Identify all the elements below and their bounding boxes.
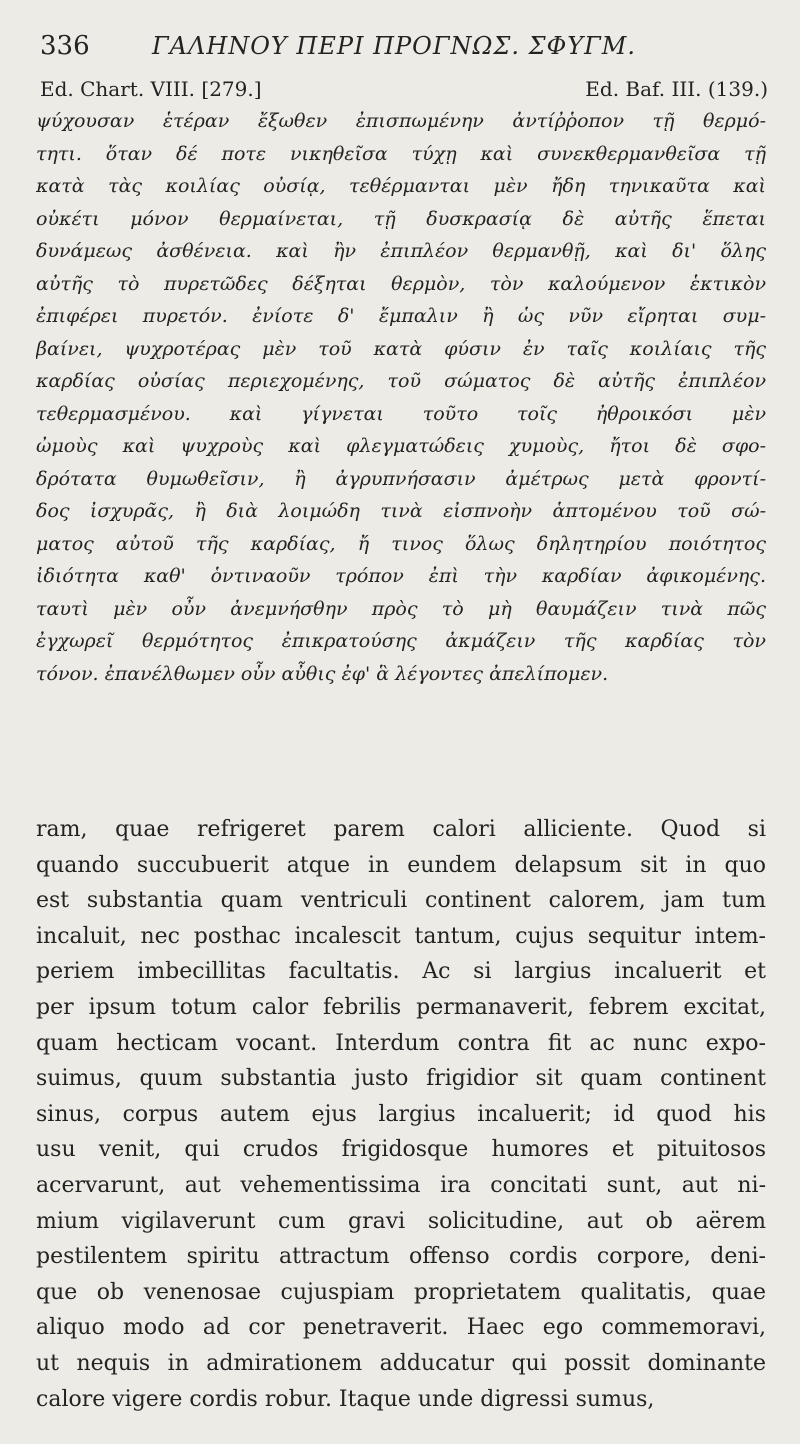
- greek-text-line: ἰδιότητα καθ' ὁντιναοῦν τρόπον ἐπὶ τὴν καρδίαν ἀφικομένης.: [36, 565, 766, 587]
- latin-text-line: que ob venenosae cujuspiam proprietatem qualitatis, quae: [36, 1279, 766, 1305]
- latin-text-line: mium vigilaverunt cum gravi solicitudine, aut ob aërem: [36, 1208, 766, 1234]
- latin-text-line: quam hecticam vocant. Interdum contra fit ac nunc expo-: [36, 1030, 766, 1056]
- latin-text-line: sinus, corpus autem ejus largius incaluerit; id quod his: [36, 1101, 766, 1127]
- greek-text-line: τόνον. ἐπανέλθωμεν οὖν αὖθις ἐφ' ἃ λέγοντες ἀπελίπομεν.: [36, 662, 609, 685]
- greek-text-line: τεθερμασμένου. καὶ γίγνεται τοῦτο τοῖς ἠθροικόσι μὲν: [36, 402, 766, 425]
- latin-text-line: est substantia quam ventriculi continent calorem, jam tum: [36, 888, 766, 914]
- latin-text-line: incaluit, nec posthac incalescit tantum, cujus sequitur intem-: [36, 923, 766, 949]
- page-header: [40, 30, 768, 62]
- greek-text-line: ἐγχωρεῖ θερμότητος ἐπικρατούσης ἀκμάζειν τῆς καρδίας τὸν: [36, 630, 766, 652]
- greek-text-line: ταυτὶ μὲν οὖν ἀνεμνήσθην πρὸς τὸ μὴ θαυμάζειν τινὰ πῶς: [36, 597, 766, 620]
- greek-text-line: δρότατα θυμωθεῖσιν, ἢ ἀγρυπνήσασιν ἀμέτρως μετὰ φροντί-: [36, 467, 766, 490]
- latin-text-line: acervarunt, aut vehementissima ira concitati sunt, aut ni-: [36, 1172, 766, 1198]
- latin-text-line: ram, quae refrigeret parem calori alliciente. Quod si: [36, 817, 766, 842]
- greek-text-line: οὐκέτι μόνον θερμαίνεται, τῇ δυσκρασίᾳ δὲ αὐτῆς ἕπεται: [36, 207, 766, 230]
- greek-text-line: δος ἰσχυρᾶς, ἢ διὰ λοιμώδη τινὰ εἰσπνοὴν ἁπτομένου τοῦ σώ-: [36, 500, 766, 522]
- edition-references: [40, 76, 768, 102]
- edition-chart-ref: Ed. Chart. VIII. [279.]: [40, 77, 262, 101]
- edition-basel-ref: Ed. Baf. III. (139.): [585, 77, 768, 101]
- running-title: ΓΑΛΗΝΟΥ ΠΕΡΙ ΠΡΟΓΝΩΣ. ΣΦΥΓΜ.: [152, 32, 636, 60]
- latin-text-line: periem imbecillitas facultatis. Ac si largius incaluerit et: [36, 959, 766, 985]
- greek-text-line: τητι. ὅταν δέ ποτε νικηθεῖσα τύχῃ καὶ συνεκθερμανθεῖσα τῇ: [36, 142, 766, 165]
- greek-text-line: ἐπιφέρει πυρετόν. ἐνίοτε δ' ἔμπαλιν ἢ ὡς νῦν εἴρηται συμ-: [36, 305, 766, 327]
- latin-text-line: suimus, quum substantia justo frigidior sit quam continent: [36, 1066, 766, 1092]
- greek-text-line: καρδίας οὐσίας περιεχομένης, τοῦ σώματος δὲ αὐτῆς ἐπιπλέον: [36, 370, 766, 392]
- page-number: 336: [40, 31, 90, 61]
- greek-text-block: [36, 105, 766, 690]
- latin-text-line: usu venit, qui crudos frigidosque humores et pituitosos: [36, 1137, 766, 1163]
- greek-text-line: κατὰ τὰς κοιλίας οὐσίᾳ, τεθέρμανται μὲν ἤδη τηνικαῦτα καὶ: [36, 175, 766, 197]
- greek-text-line: ὠμοὺς καὶ ψυχροὺς καὶ φλεγματώδεις χυμοὺς, ἤτοι δὲ σφο-: [36, 435, 766, 457]
- latin-text-line: per ipsum totum calor febrilis permanaverit, febrem excitat,: [36, 994, 766, 1020]
- greek-text-line: ματος αὐτοῦ τῆς καρδίας, ἤ τινος ὅλως δηλητηρίου ποιότητος: [36, 532, 766, 555]
- latin-text-line: ut nequis in admirationem adducatur qui possit dominante: [36, 1350, 766, 1376]
- latin-text-block: [36, 812, 766, 1417]
- latin-text-line: aliquo modo ad cor penetraverit. Haec ego commemoravi,: [36, 1315, 766, 1341]
- latin-text-line: calore vigere cordis robur. Itaque unde digressi sumus,: [36, 1386, 655, 1412]
- latin-text-line: pestilentem spiritu attractum offenso cordis corpore, deni-: [36, 1244, 766, 1270]
- greek-text-line: αὐτῆς τὸ πυρετῶδες δέξηται θερμὸν, τὸν καλούμενον ἑκτικὸν: [36, 272, 766, 295]
- latin-text-line: quando succubuerit atque in eundem delapsum sit in quo: [36, 852, 766, 878]
- greek-text-line: ψύχουσαν ἑτέραν ἔξωθεν ἐπισπωμένην ἀντίῤῥοπον τῇ θερμό-: [36, 110, 766, 132]
- greek-text-line: βαίνει, ψυχροτέρας μὲν τοῦ κατὰ φύσιν ἐν ταῖς κοιλίαις τῆς: [36, 337, 766, 360]
- greek-text-line: δυνάμεως ἀσθένεια. καὶ ἢν ἐπιπλέον θερμανθῇ, καὶ δι' ὅλης: [36, 240, 766, 262]
